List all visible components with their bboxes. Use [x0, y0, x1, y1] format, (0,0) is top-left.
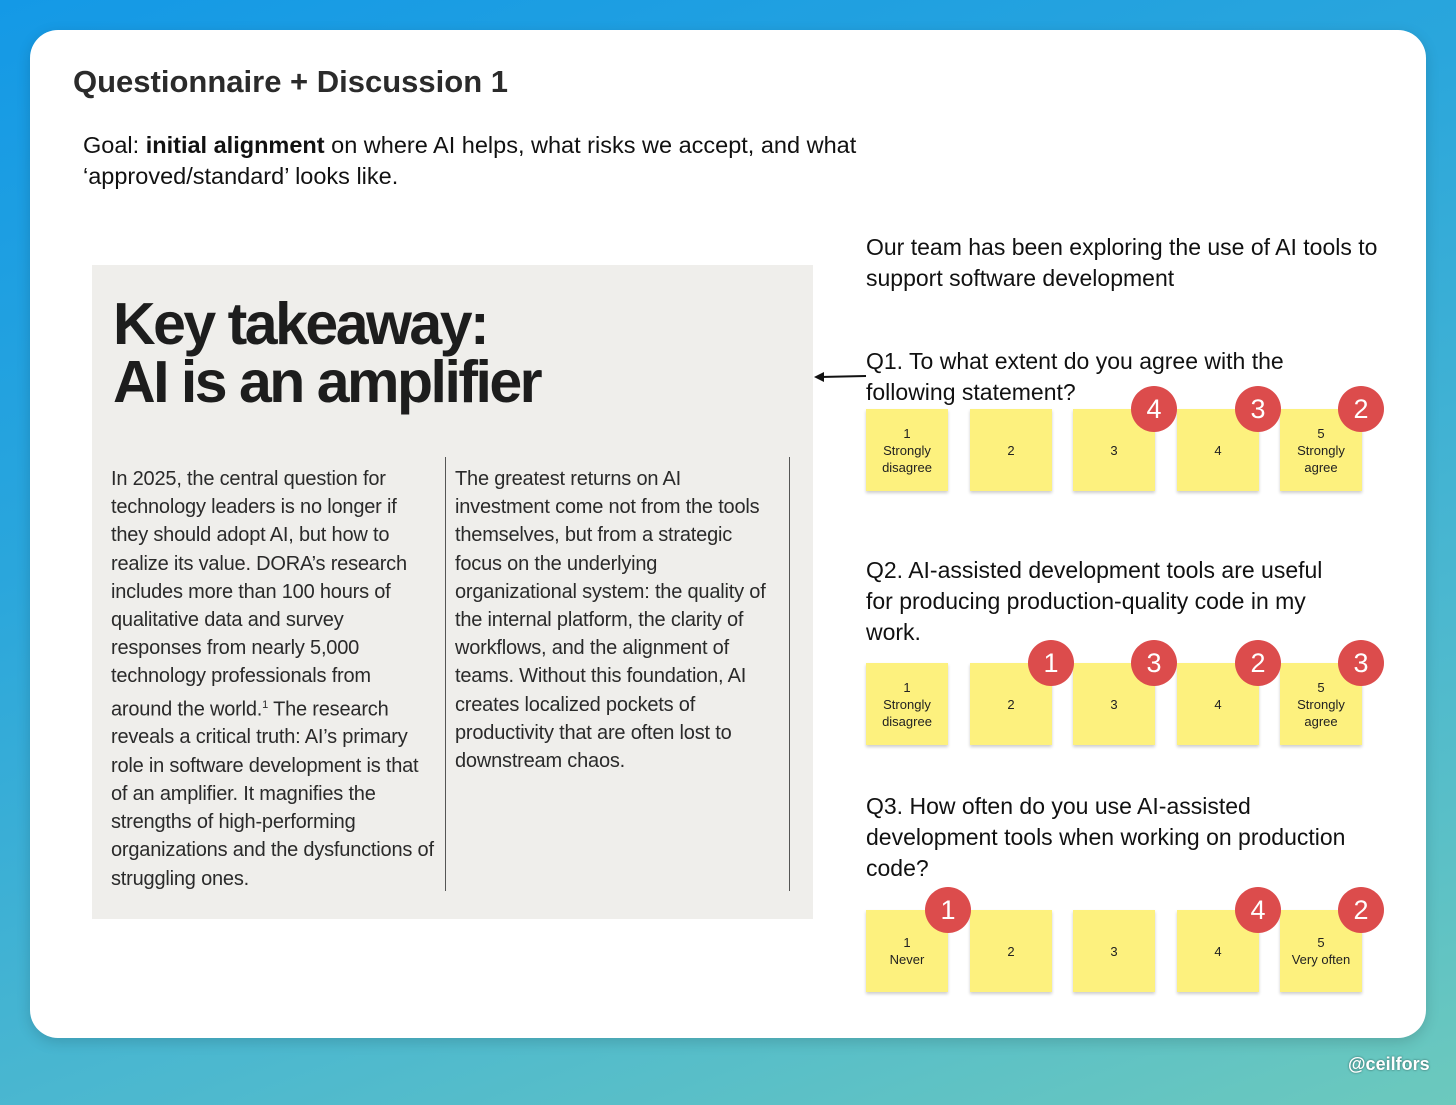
report-footnote: 1 — [262, 698, 269, 711]
scale-q2 — [866, 647, 1369, 745]
question-1: Q1. To what extent do you agree with the following statement? — [866, 348, 1284, 405]
option-number: 4 — [1214, 442, 1222, 458]
arrow-left-icon — [812, 367, 868, 387]
sticky-q3-option-2[interactable] — [970, 910, 1052, 992]
column-divider — [445, 457, 446, 891]
option-number: 2 — [1007, 442, 1015, 458]
report-col1-text-b: The research reveals a critical truth: AI’s primary role in software development is that of an amplifier. It magnifies the strengths of high-performing organizations and the dysfunctions of struggling ones. — [111, 698, 434, 890]
goal-bold: initial alignment — [145, 132, 325, 158]
option-label: Strongly agree — [1297, 696, 1345, 729]
scale-q1 — [866, 393, 1369, 491]
report-column-2: The greatest returns on AI investment come not from the tools themselves, but from a strategic focus on the underlying organizational system: the quality of the internal platform, the clarity of workflows, and the alignment of teams. Without this foundation, AI creates localized pockets of productivity that are often lost to downstream chaos. — [455, 468, 766, 773]
vote-count-badge: 3 — [1235, 386, 1281, 432]
sticky-q3-option-3[interactable] — [1073, 910, 1155, 992]
question-2: Q2. AI-assisted development tools are useful for producing production-quality code in my work. — [866, 557, 1323, 645]
question-3: Q3. How often do you use AI-assisted development tools when working on production code? — [866, 793, 1346, 881]
goal-rest: on where AI helps, what risks we accept, and what ‘approved/standard’ looks like. — [83, 132, 857, 189]
report-heading — [113, 291, 541, 415]
option-label: Strongly disagree — [882, 442, 932, 475]
goal-statement — [83, 130, 923, 192]
option-number: 1 — [903, 935, 911, 950]
option-number: 1 — [903, 679, 911, 695]
vote-count-badge: 2 — [1235, 640, 1281, 686]
sticky-q1-option-2[interactable] — [970, 409, 1052, 491]
option-number: 2 — [1007, 943, 1015, 959]
option-number: 2 — [1007, 696, 1015, 712]
option-number: 5 — [1317, 935, 1325, 950]
vote-count-badge: 4 — [1235, 887, 1281, 933]
report-heading-line1: Key takeaway: — [113, 291, 488, 357]
vote-count-badge: 3 — [1338, 640, 1384, 686]
vote-count-badge: 4 — [1131, 386, 1177, 432]
option-label: Never — [889, 952, 925, 967]
option-label: Very often — [1291, 952, 1351, 967]
vote-count-badge: 3 — [1131, 640, 1177, 686]
slide-title: Questionnaire + Discussion 1 — [73, 64, 508, 99]
option-number: 4 — [1214, 943, 1222, 959]
vote-count-badge: 2 — [1338, 386, 1384, 432]
option-number: 3 — [1110, 696, 1118, 712]
slide-card — [30, 30, 1426, 1038]
option-number: 5 — [1317, 425, 1325, 441]
vote-count-badge: 1 — [1028, 640, 1074, 686]
sticky-q2-option-1[interactable] — [866, 663, 948, 745]
sticky-q1-option-1[interactable] — [866, 409, 948, 491]
option-number: 4 — [1214, 696, 1222, 712]
report-column-1 — [111, 465, 436, 893]
author-watermark: @ceilfors — [1348, 1054, 1430, 1074]
option-label: Strongly disagree — [882, 696, 932, 729]
report-excerpt — [92, 265, 813, 919]
column-divider-right — [789, 457, 790, 891]
vote-count-badge: 1 — [925, 887, 971, 933]
option-number: 1 — [903, 425, 911, 441]
report-heading-line2: AI is an amplifier — [113, 349, 541, 415]
option-number: 3 — [1110, 943, 1118, 959]
goal-prefix: Goal: — [83, 132, 146, 158]
vote-count-badge: 2 — [1338, 887, 1384, 933]
option-label: Strongly agree — [1297, 442, 1345, 475]
scale-q3 — [866, 894, 1369, 992]
option-number: 5 — [1317, 679, 1325, 695]
survey-intro: Our team has been exploring the use of AI tools to support software development — [866, 234, 1378, 291]
option-number: 3 — [1110, 442, 1118, 458]
report-col1-text-a: In 2025, the central question for technology leaders is no longer if they should adopt AI, but how to realize its value. DORA’s research includes more than 100 hours of qualitative data and survey responses from nearly 5,000 technology professionals from around the world. — [111, 468, 407, 721]
